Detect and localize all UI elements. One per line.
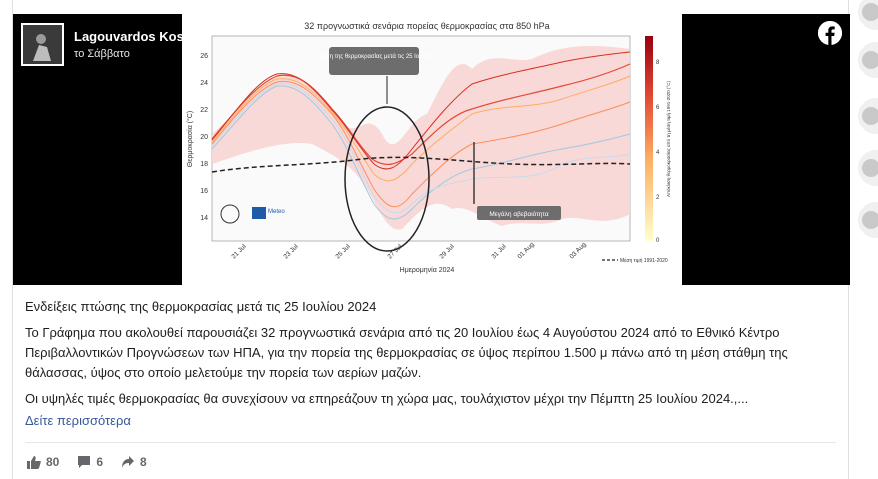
share-email-button[interactable] bbox=[858, 202, 878, 238]
forecast-chart-svg bbox=[182, 14, 682, 285]
x-tick: 01 Aug bbox=[516, 241, 536, 261]
share-whatsapp-button[interactable] bbox=[858, 150, 878, 186]
colorbar-tick: 0 bbox=[656, 238, 660, 244]
colorbar bbox=[645, 36, 653, 241]
meteo-logo-text: Meteo bbox=[268, 209, 285, 215]
facebook-share-icon bbox=[862, 3, 878, 21]
y-tick: 22 bbox=[200, 107, 208, 114]
colorbar-tick: 6 bbox=[656, 105, 660, 111]
whatsapp-icon bbox=[862, 159, 878, 177]
see-more-link[interactable]: Δείτε περισσότερα bbox=[25, 413, 131, 428]
post-actions bbox=[27, 455, 165, 469]
colorbar-label: Απόκλιση θερμοκρασίας από τη μέση τιμή 1991-2020 (°C) bbox=[666, 80, 671, 198]
share-facebook-button[interactable] bbox=[858, 0, 878, 30]
share-sidebar bbox=[858, 0, 878, 479]
like-button[interactable] bbox=[27, 455, 59, 469]
forecast-chart bbox=[182, 14, 682, 285]
pinterest-icon bbox=[862, 107, 878, 125]
legend-mean: Μέση τιμή 1991-2020 bbox=[620, 258, 668, 264]
x-tick: 23 Jul bbox=[282, 243, 300, 261]
comment-count: 6 bbox=[96, 455, 104, 469]
avatar[interactable] bbox=[21, 23, 64, 66]
share-count: 8 bbox=[140, 455, 147, 469]
x-tick: 25 Jul bbox=[334, 243, 352, 261]
x-tick: 03 Aug bbox=[568, 241, 588, 261]
like-count: 80 bbox=[46, 455, 60, 469]
post-paragraph-1: Το Γράφημα που ακολουθεί παρουσιάζει 32 προγνωστικά σενάρια από τις 20 Ιουλίου έως 4 Αυγούστου 2024 από το Εθνικό Κέντρο Περιβαλλοντικών Προγνώσεων των ΗΠΑ, για την πορεία της θερμοκρασίας σε ύψος περίπου 1.500 μ πάνω από τη μέση στάθμη της θάλασσας, ύψος στο οποίο μελετούμε την πορεία των αερίων μαζών. bbox=[25, 325, 788, 380]
y-tick: 14 bbox=[200, 215, 208, 222]
share-icon bbox=[121, 455, 135, 469]
email-icon bbox=[862, 211, 878, 229]
x-tick: 31 Jul bbox=[490, 243, 508, 261]
facebook-post bbox=[12, 0, 849, 479]
y-tick: 26 bbox=[200, 53, 208, 60]
chart-title: 32 προγνωστικά σενάρια πορείας θερμοκρασίας στα 850 hPa bbox=[304, 21, 550, 31]
post-time[interactable]: το Σάββατο bbox=[74, 48, 130, 60]
y-tick: 24 bbox=[200, 80, 208, 87]
colorbar-tick: 4 bbox=[656, 150, 660, 156]
author-name[interactable]: Lagouvardos Kostas bbox=[74, 29, 203, 44]
comment-button[interactable] bbox=[77, 455, 103, 469]
divider bbox=[25, 442, 836, 443]
post-media[interactable] bbox=[13, 14, 850, 285]
post-paragraph-2: Οι υψηλές τιμές θερμοκρασίας θα συνεχίσουν να επηρεάζουν τη χώρα μας, τουλάχιστον μέχρι την Πέμπτη 25 Ιουλίου 2024.,... bbox=[25, 391, 749, 406]
colorbar-tick: 2 bbox=[656, 195, 660, 201]
x-axis-label: Ημερομηνία 2024 bbox=[399, 267, 455, 274]
x-tick: 29 Jul bbox=[438, 243, 456, 261]
like-icon bbox=[27, 455, 41, 469]
y-tick: 16 bbox=[200, 188, 208, 195]
comment-icon bbox=[77, 455, 91, 469]
x-tick: 27 Jul bbox=[386, 243, 404, 261]
facebook-icon[interactable] bbox=[818, 21, 842, 45]
post-title: Ενδείξεις πτώσης της θερμοκρασίας μετά τις 25 Ιουλίου 2024 bbox=[25, 299, 377, 314]
y-tick: 20 bbox=[200, 134, 208, 141]
share-twitter-button[interactable] bbox=[858, 42, 878, 78]
share-button[interactable] bbox=[121, 455, 147, 469]
drop-annotation-box bbox=[329, 47, 419, 75]
y-tick: 18 bbox=[200, 161, 208, 168]
post-body bbox=[25, 297, 835, 431]
drop-annotation: Πτώση της θερμοκρασίας μετά τις 25 Ιουλίου bbox=[314, 54, 434, 60]
x-tick: 21 Jul bbox=[230, 243, 248, 261]
meteo-logo-icon bbox=[252, 207, 266, 219]
post-header bbox=[21, 23, 203, 66]
twitter-icon bbox=[862, 51, 878, 69]
colorbar-tick: 8 bbox=[656, 60, 660, 66]
uncertainty-annotation: Μεγάλη αβεβαιότητα bbox=[489, 211, 549, 218]
y-axis-label: Θερμοκρασία (°C) bbox=[187, 110, 194, 168]
share-pinterest-button[interactable] bbox=[858, 98, 878, 134]
